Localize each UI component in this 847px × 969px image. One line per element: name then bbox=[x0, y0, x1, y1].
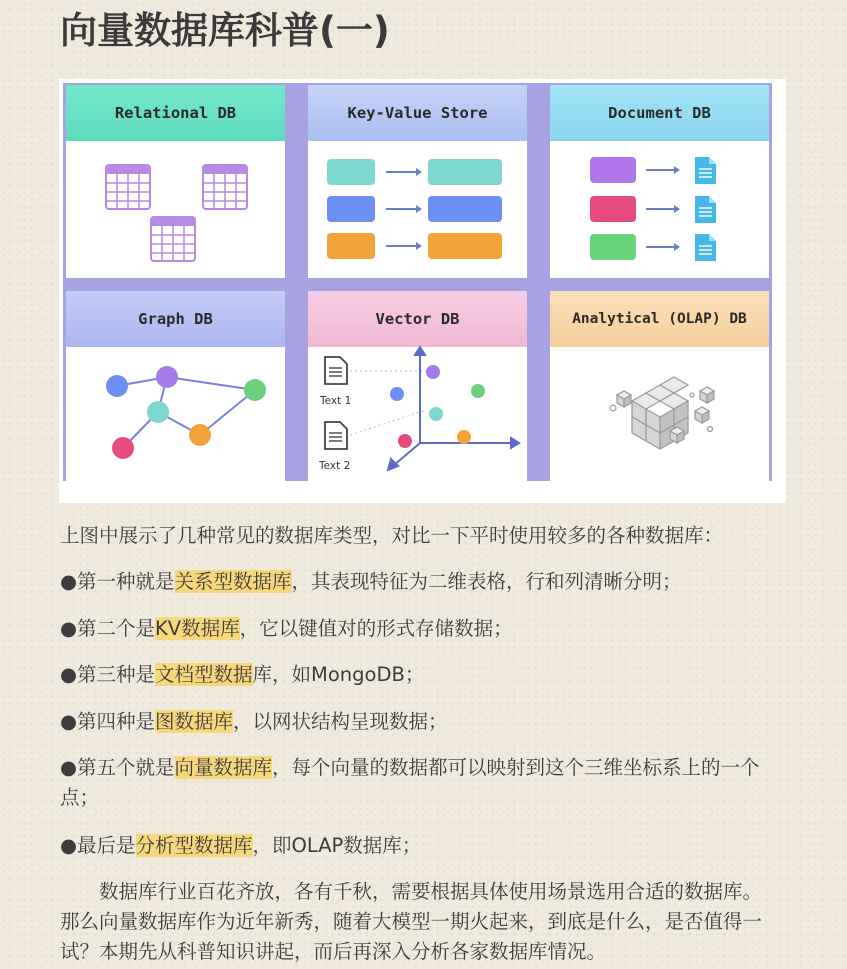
highlight-term: KV数据库 bbox=[155, 617, 240, 640]
graph-network-icon bbox=[66, 291, 285, 481]
document-icon bbox=[325, 357, 347, 384]
bullet-graph bbox=[60, 707, 780, 737]
relational-db-panel bbox=[66, 85, 285, 278]
bullet-relational bbox=[60, 567, 780, 597]
table-grid-icon bbox=[151, 217, 195, 261]
axes bbox=[388, 347, 519, 470]
kv-pair-row bbox=[327, 233, 502, 259]
document-db-label: Document DB bbox=[550, 85, 769, 141]
relational-db-label: Relational DB bbox=[66, 85, 285, 141]
vector-space-icon bbox=[308, 291, 527, 481]
olap-db-panel bbox=[550, 291, 769, 481]
kv-pair-row bbox=[327, 159, 502, 185]
bullet-prefix: ●第一种就是 bbox=[60, 570, 175, 593]
highlight-term: 图数据库 bbox=[155, 710, 234, 733]
highlight-term: 向量数据库 bbox=[174, 756, 273, 779]
kv-pair-row bbox=[327, 196, 502, 222]
document-row bbox=[590, 196, 716, 223]
bullet-suffix: 库，如MongoDB； bbox=[252, 663, 425, 686]
vector-db-label: Vector DB bbox=[308, 291, 527, 347]
key-value-store-panel bbox=[308, 85, 527, 278]
olap-cube-icon bbox=[550, 291, 769, 481]
text-2-label: Text 2 bbox=[319, 460, 351, 472]
highlight-term: 关系型数据库 bbox=[174, 570, 292, 593]
table-grid-icon bbox=[106, 165, 150, 209]
highlight-term: 分析型数据库 bbox=[135, 834, 253, 857]
key-value-icons bbox=[308, 85, 527, 278]
document-db-panel bbox=[550, 85, 769, 278]
highlight-term: 文档型数据 bbox=[155, 663, 253, 686]
bullet-prefix: ●第二个是 bbox=[60, 617, 156, 640]
graph-db-panel bbox=[66, 291, 285, 481]
document-row bbox=[590, 157, 716, 184]
bullet-suffix: ，每个向量的数据都可以映射到这个三维坐标系上的一个点； bbox=[60, 756, 760, 809]
bullet-suffix: ，它以键值对的形式存储数据； bbox=[239, 617, 513, 640]
document-icon bbox=[325, 422, 347, 449]
figure-frame bbox=[63, 83, 772, 481]
article-title: 向量数据库科普(一) bbox=[60, 9, 390, 52]
closing-paragraph: 数据库行业百花齐放，各有千秋，需要根据具体使用场景选用合适的数据库。那么向量数据库作为近年新秀，随着大模型一期火起来，到底是什么，是否值得一试？本期先从科普知识讲起，而后再深入分析各家数据库情况。 bbox=[60, 880, 763, 963]
table-grid-icon bbox=[203, 165, 247, 209]
bullet-prefix: ●第五个就是 bbox=[60, 756, 175, 779]
vector-db-panel bbox=[308, 291, 527, 481]
intro-paragraph: 上图中展示了几种常见的数据库类型，对比一下平时使用较多的各种数据库： bbox=[60, 524, 724, 547]
bullet-kv bbox=[60, 614, 780, 644]
database-types-figure bbox=[59, 79, 786, 503]
bullet-suffix: ，即OLAP数据库； bbox=[252, 834, 422, 857]
olap-db-label: Analytical (OLAP) DB bbox=[550, 291, 769, 347]
table-grid-icons bbox=[66, 85, 285, 278]
bullet-suffix: ，以网状结构呈现数据； bbox=[233, 710, 448, 733]
bullet-olap bbox=[60, 831, 780, 861]
bullet-prefix: ●最后是 bbox=[60, 834, 136, 857]
bullet-suffix: ，其表现特征为二维表格，行和列清晰分明； bbox=[291, 570, 682, 593]
bullet-prefix: ●第三种是 bbox=[60, 663, 156, 686]
key-value-store-label: Key-Value Store bbox=[308, 85, 527, 141]
bullet-prefix: ●第四种是 bbox=[60, 710, 156, 733]
graph-db-label: Graph DB bbox=[66, 291, 285, 347]
text-1-label: Text 1 bbox=[320, 395, 352, 407]
document-icons bbox=[550, 85, 769, 278]
bullet-vector bbox=[60, 753, 780, 813]
bullet-document bbox=[60, 660, 780, 690]
document-row bbox=[590, 234, 716, 261]
